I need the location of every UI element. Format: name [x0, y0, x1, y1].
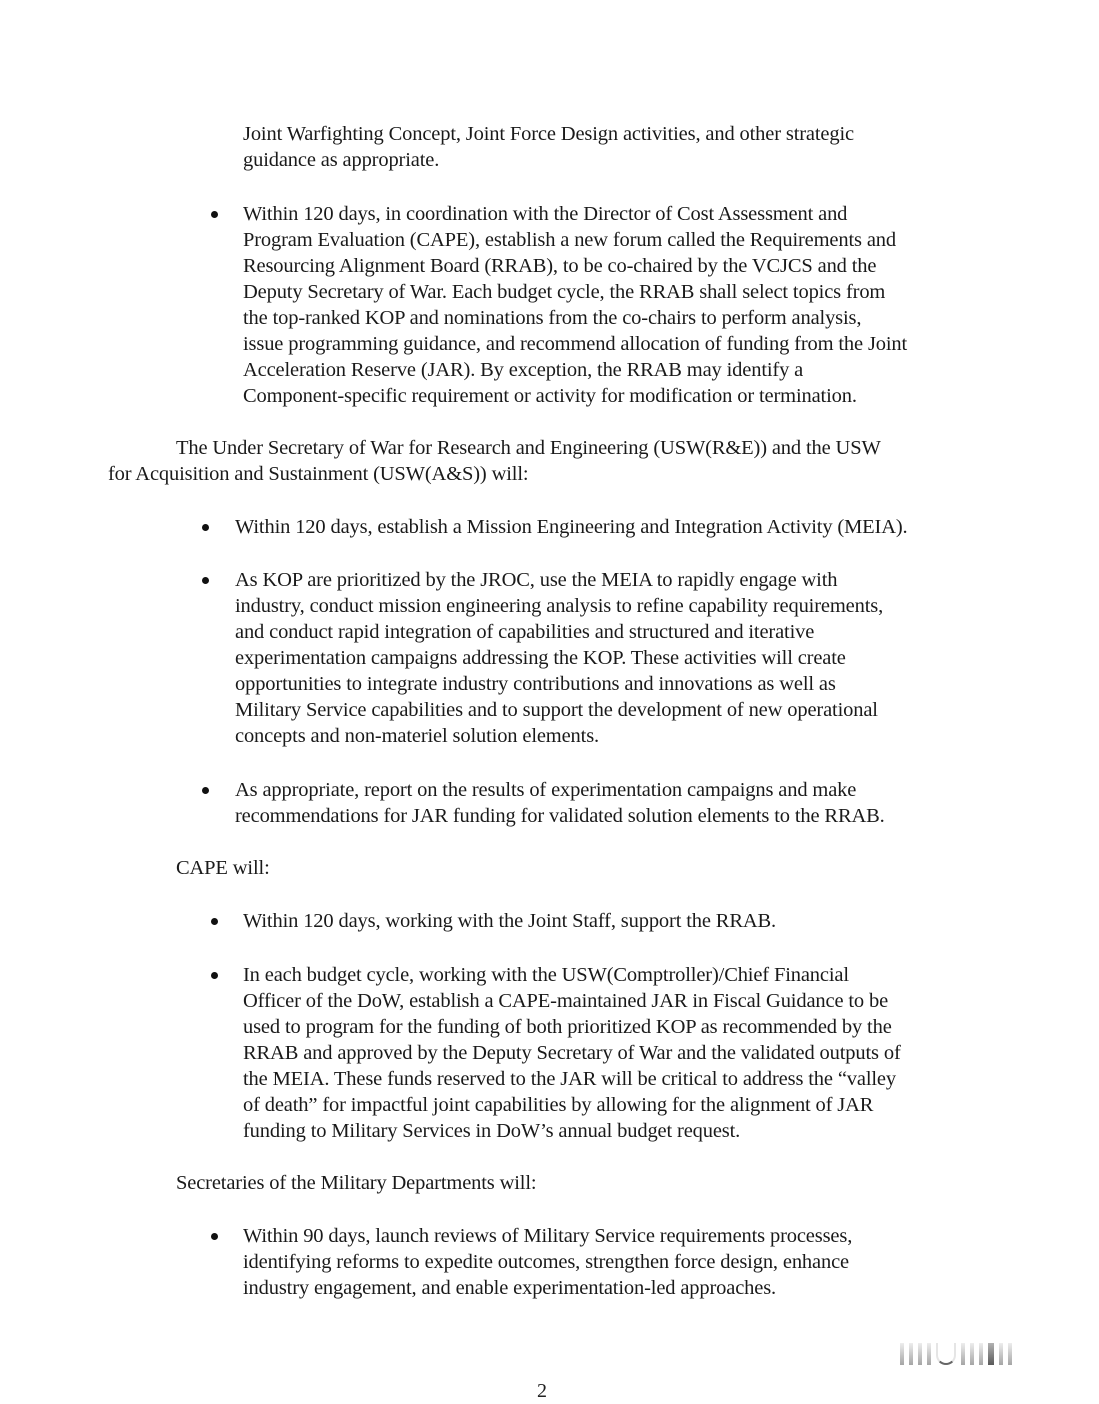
text-line: RRAB and approved by the Deputy Secretary of War and the validated outputs of	[243, 1042, 901, 1064]
text-line: guidance as appropriate.	[243, 149, 440, 171]
text-line: The Under Secretary of War for Research and Engineering (USW(R&E)) and the USW	[176, 437, 881, 459]
text-line: experimentation campaigns addressing the KOP. These activities will create	[235, 647, 846, 669]
watermark-bar	[1008, 1343, 1012, 1365]
text-line: Acceleration Reserve (JAR). By exception, the RRAB may identify a	[243, 359, 804, 381]
continuation-paragraph	[243, 121, 854, 173]
watermark-cup-glyph	[936, 1343, 956, 1365]
cape-heading	[176, 855, 270, 881]
bullet-icon	[202, 577, 209, 584]
text-line: issue programming guidance, and recommend allocation of funding from the Joint	[243, 333, 908, 355]
text-line: As appropriate, report on the results of experimentation campaigns and make	[235, 779, 857, 801]
text-line: the top-ranked KOP and nominations from the co-chairs to perform analysis,	[243, 307, 862, 329]
watermark-logo	[900, 1335, 1080, 1365]
watermark-bar	[927, 1343, 931, 1365]
secmil-heading	[176, 1170, 536, 1196]
text-line: Within 120 days, establish a Mission Engineering and Integration Activity (MEIA).	[235, 516, 908, 538]
watermark-bar	[918, 1343, 922, 1365]
watermark-bar	[909, 1343, 913, 1365]
text-line: Officer of the DoW, establish a CAPE-maintained JAR in Fiscal Guidance to be	[243, 990, 889, 1012]
text-line: Resourcing Alignment Board (RRAB), to be co-chaired by the VCJCS and the	[243, 255, 877, 277]
cape-jar-bullet-item	[243, 962, 901, 1144]
bullet-icon	[211, 211, 218, 218]
text-line: and conduct rapid integration of capabilities and structured and iterative	[235, 621, 815, 643]
meia-bullet-item	[235, 514, 908, 540]
text-line: of death” for impactful joint capabilities by allowing for the alignment of JAR	[243, 1094, 874, 1116]
text-line: industry engagement, and enable experimentation-led approaches.	[243, 1277, 777, 1299]
usw-intro-paragraph	[108, 435, 881, 487]
bullet-icon	[202, 787, 209, 794]
bullet-icon	[202, 524, 209, 531]
text-line: As KOP are prioritized by the JROC, use the MEIA to rapidly engage with	[235, 569, 838, 591]
text-line: for Acquisition and Sustainment (USW(A&S)) will:	[108, 463, 529, 485]
bullet-icon	[211, 1233, 218, 1240]
text-line: Joint Warfighting Concept, Joint Force Design activities, and other strategic	[243, 123, 854, 145]
cape-rrab-bullet-item	[243, 908, 776, 934]
watermark-bar	[988, 1343, 994, 1365]
rrab-bullet-item	[243, 201, 907, 409]
text-line: funding to Military Services in DoW’s annual budget request.	[243, 1120, 741, 1142]
text-line: identifying reforms to expedite outcomes, strengthen force design, enhance	[243, 1251, 849, 1273]
report-bullet-item	[235, 777, 885, 829]
text-line: opportunities to integrate industry contributions and innovations as well as	[235, 673, 836, 695]
text-line: Component-specific requirement or activity for modification or termination.	[243, 385, 857, 407]
text-line: Program Evaluation (CAPE), establish a new forum called the Requirements and	[243, 229, 896, 251]
watermark-bar	[970, 1343, 974, 1365]
bullet-icon	[211, 918, 218, 925]
text-line: In each budget cycle, working with the USW(Comptroller)/Chief Financial	[243, 964, 849, 986]
text-line: the MEIA. These funds reserved to the JAR will be critical to address the “valley	[243, 1068, 896, 1090]
text-line: Within 90 days, launch reviews of Military Service requirements processes,	[243, 1225, 853, 1247]
text-line: Secretaries of the Military Departments will:	[176, 1172, 537, 1194]
secmil-review-bullet-item	[243, 1223, 852, 1301]
watermark-bar	[900, 1343, 904, 1365]
text-line: Deputy Secretary of War. Each budget cycle, the RRAB shall select topics from	[243, 281, 886, 303]
text-line: Within 120 days, working with the Joint Staff, support the RRAB.	[243, 910, 776, 932]
watermark-bar	[979, 1343, 983, 1365]
text-line: Military Service capabilities and to support the development of new operational	[235, 699, 878, 721]
kop-bullet-item	[235, 567, 883, 749]
watermark-bar	[999, 1343, 1003, 1365]
watermark-bar	[961, 1343, 965, 1365]
text-line: industry, conduct mission engineering analysis to refine capability requirements,	[235, 595, 884, 617]
text-line: recommendations for JAR funding for validated solution elements to the RRAB.	[235, 805, 885, 827]
text-line: CAPE will:	[176, 857, 270, 879]
bullet-icon	[211, 972, 218, 979]
text-line: concepts and non-materiel solution elements.	[235, 725, 600, 747]
text-line: Within 120 days, in coordination with the Director of Cost Assessment and	[243, 203, 848, 225]
text-line: used to program for the funding of both prioritized KOP as recommended by the	[243, 1016, 892, 1038]
page-number: 2	[537, 1380, 547, 1402]
